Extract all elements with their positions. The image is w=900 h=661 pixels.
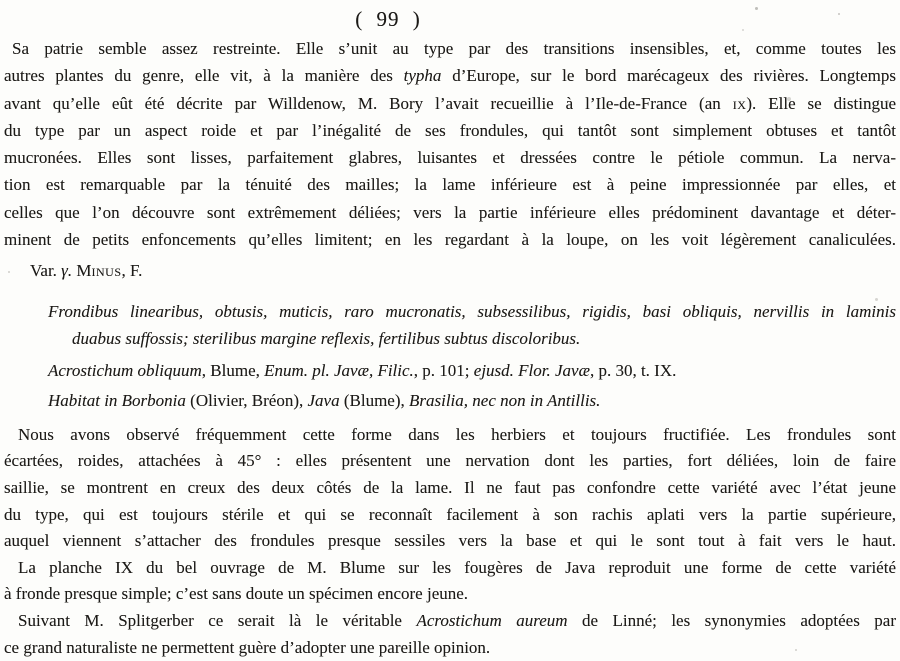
italic-text: ejusd. Flor. Javæ [473,361,590,381]
text-line [4,635,896,661]
italic-text: Acrostichum aureum [416,611,568,631]
italic-text: Enum. pl. Javæ, Filic. [264,361,414,381]
italic-text: Brasilia, nec non in Antillis. [409,390,601,410]
page-paragraph-1 [4,35,896,253]
body-text: autres plantes du genre, elle vit, à la manière des [4,66,404,86]
italic-text: duabus suffossis; sterilibus margine reflexis, fertilibus subtus discoloribus. [72,328,581,348]
body-text: , Blume, [201,361,265,381]
text-line [4,35,896,62]
text-line [4,257,896,284]
text-line [4,62,896,89]
body-text: du type par un aspect roide et par l’inégalité de ses frondules, qui tantôt sont simplement obtuses et tantôt [4,120,896,140]
text-line [4,144,896,171]
text-line [4,528,896,555]
body-text: M [72,261,92,281]
body-text: ). Elle se distingue [746,93,896,113]
body-text: mucronées. Elles sont lisses, parfaitement glabres, luisantes et dressées contre le pétiole commun. La nerva- [4,148,896,168]
body-text: avant qu’elle eût été décrite par Willdenow, M. Bory l’avait recueillie à l’Ile-de-France (an [4,93,733,113]
page-paragraph-3 [4,555,896,608]
italic-text: Java [307,390,340,410]
variety-heading [4,257,896,284]
text-line [4,608,896,635]
body-text: , p. 101; [413,361,474,381]
text-blocks [4,35,896,661]
body-text: Sa patrie semble assez restreinte. Elle s’unit au type par des transitions insensibles, et, comme toutes les [12,39,896,58]
italic-text: Habitat in Borbonia [48,390,186,410]
text-line [4,422,896,449]
text-line [4,555,896,582]
body-text: ce grand naturaliste ne permettent guère d’adopter une pareille opinion. [4,637,491,657]
body-text: minent de petits enfoncements qu’elles limitent; en les regardant à la loupe, on les voit légèrement canaliculées. [4,230,896,250]
body-text: Var. [30,261,62,281]
citation-line [4,357,896,384]
body-text: du type, qui est toujours stérile et qui se reconnaît facilement à son rachis aplati vers la partie supérieure, [4,504,896,524]
habitat-line [4,387,896,414]
body-text: de Linné; les synonymies adoptées par [567,611,896,631]
text-line [4,502,896,529]
text-line [4,298,896,325]
italic-text: γ. [61,261,73,281]
body-text: auquel viennent s’attacher des frondules presque sessiles vers la base et qui le sont tout à fait vers le haut. [4,531,896,551]
text-line [4,199,896,226]
latin-diagnosis [4,298,896,353]
text-line [4,357,896,384]
scan-speck [838,13,840,15]
body-text: La planche IX du bel ouvrage de M. Blume sur les fougères de Java reproduit une forme de cette variété [18,557,896,577]
text-line [4,325,896,352]
body-text: , F. [121,261,143,281]
text-line [4,226,896,253]
page-paragraph-2 [4,422,896,555]
page-paragraph-4 [4,608,896,661]
body-text: (Olivier, Bréon), [185,390,308,410]
body-text: à fronde presque simple; c’est sans doute un spécimen encore jeune. [4,584,469,604]
small-caps-text: ix [732,93,747,113]
body-text: d’Europe, sur le bord marécageux des rivières. Longtemps [441,66,896,86]
text-line [4,117,896,144]
page-number: ( 99 ) [355,7,421,31]
italic-text: Frondibus linearibus, obtusis, muticis, raro mucronatis, subsessilibus, rigidis, basi obliquis, nervillis in laminis [48,301,896,321]
body-text: Suivant M. Splitgerber ce serait là le véritable [18,611,417,631]
body-text: (Blume), [339,390,409,410]
text-line [4,581,896,608]
body-text: saillie, se montrent en creux des deux côtés de la lame. Il ne faut pas confondre cette variété avec l’état jeune [4,478,896,498]
italic-text: Acrostichum obliquum [48,361,202,381]
text-line [4,475,896,502]
small-caps-text: inus [91,261,122,281]
text-line [4,387,896,414]
italic-text: typha [403,66,442,86]
body-text: Nous avons observé fréquemment cette forme dans les herbiers et toujours fructifiée. Les frondules sont [18,424,896,444]
text-line [4,171,896,198]
text-line [4,90,896,117]
text-line [4,448,896,475]
body-text: celles que l’on découvre sont extrêmement déliées; vers la partie inférieure elles prédominent davantage et déter- [4,202,896,222]
body-text: , p. 30, t. IX. [589,361,677,381]
body-text: écartées, roides, attachées à 45° : elles présentent une nervation dont les parties, fort déliées, loin de faire [4,451,896,471]
body-text: tion est remarquable par la ténuité des mailles; la lame inférieure est à peine impressionnée par elles, et [4,175,896,195]
